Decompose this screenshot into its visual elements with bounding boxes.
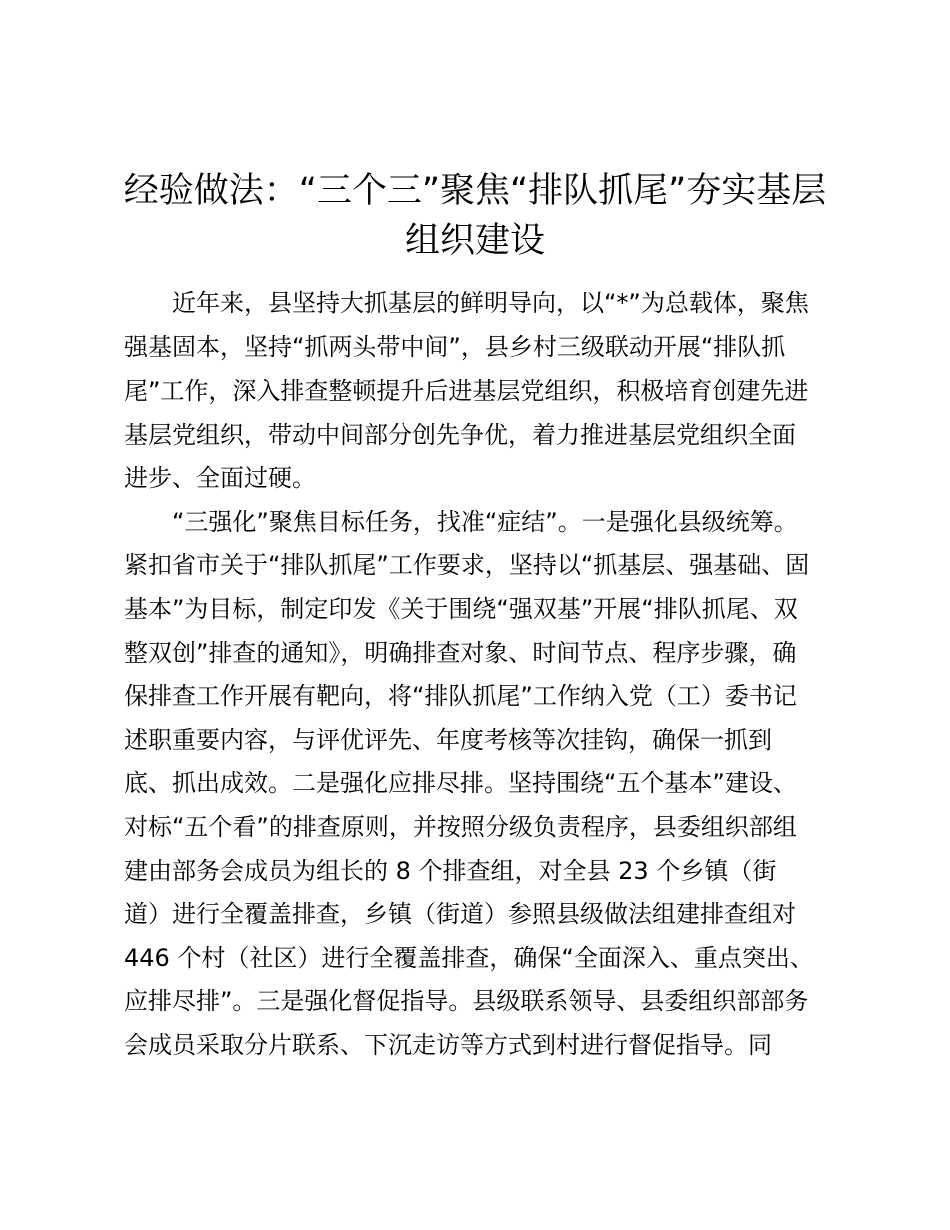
paragraph-1-line-4: 基层党组织，带动中间部分创先争优，着力推进基层党组织全面	[124, 421, 796, 449]
paragraph-2-line-4: 整双创”排查的通知》，明确排查对象、时间节点、程序步骤，确	[124, 639, 797, 667]
paragraph-1-line-5: 进步、全面过硬。	[124, 464, 316, 492]
paragraph-2-line-11: 446 个村（社区）进行全覆盖排查，确保“全面深入、重点突出、	[124, 944, 814, 972]
paragraph-2-line-10: 道）进行全覆盖排查，乡镇（街道）参照县级做法组建排查组对	[124, 900, 796, 928]
paragraph-1-line-2: 强基固本，坚持“抓两头带中间”，县乡村三级联动开展“排队抓	[124, 333, 786, 361]
paragraph-2-line-1: “三强化”聚焦目标任务，找准“症结”。一是强化县级统筹。	[124, 508, 798, 536]
paragraph-2-line-13: 会成员采取分片联系、下沉走访等方式到村进行督促指导。同	[124, 1031, 772, 1059]
paragraph-1-line-1: 近年来，县坚持大抓基层的鲜明导向，以“*”为总载体，聚焦	[124, 289, 809, 317]
paragraph-2-line-12: 应排尽排”。三是强化督促指导。县级联系领导、县委组织部部务	[124, 987, 809, 1015]
paragraph-1-line-3: 尾”工作，深入排查整顿提升后进基层党组织，积极培育创建先进	[124, 377, 809, 405]
paragraph-2-line-2: 紧扣省市关于“排队抓尾”工作要求，坚持以“抓基层、强基础、固	[124, 551, 810, 579]
paragraph-2-line-3: 基本”为目标，制定印发《关于围绕“强双基”开展“排队抓尾、双	[124, 595, 798, 623]
paragraph-2-line-8: 对标“五个看”的排查原则，并按照分级负责程序，县委组织部组	[124, 813, 797, 841]
document-title-line-2: 组织建设	[404, 221, 545, 261]
document-title-line-1: 经验做法：“三个三”聚焦“排队抓尾”夯实基层	[123, 171, 827, 211]
paragraph-2-line-7: 底、抓出成效。二是强化应排尽排。坚持围绕“五个基本”建设、	[124, 769, 797, 797]
paragraph-2-line-9: 建由部务会成员为组长的 8 个排查组，对全县 23 个乡镇（街	[124, 857, 777, 885]
paragraph-2-line-6: 述职重要内容，与评优评先、年度考核等次挂钩，确保一抓到	[124, 726, 772, 754]
paragraph-2-line-5: 保排查工作开展有靶向，将“排队抓尾”工作纳入党（工）委书记	[124, 682, 797, 710]
